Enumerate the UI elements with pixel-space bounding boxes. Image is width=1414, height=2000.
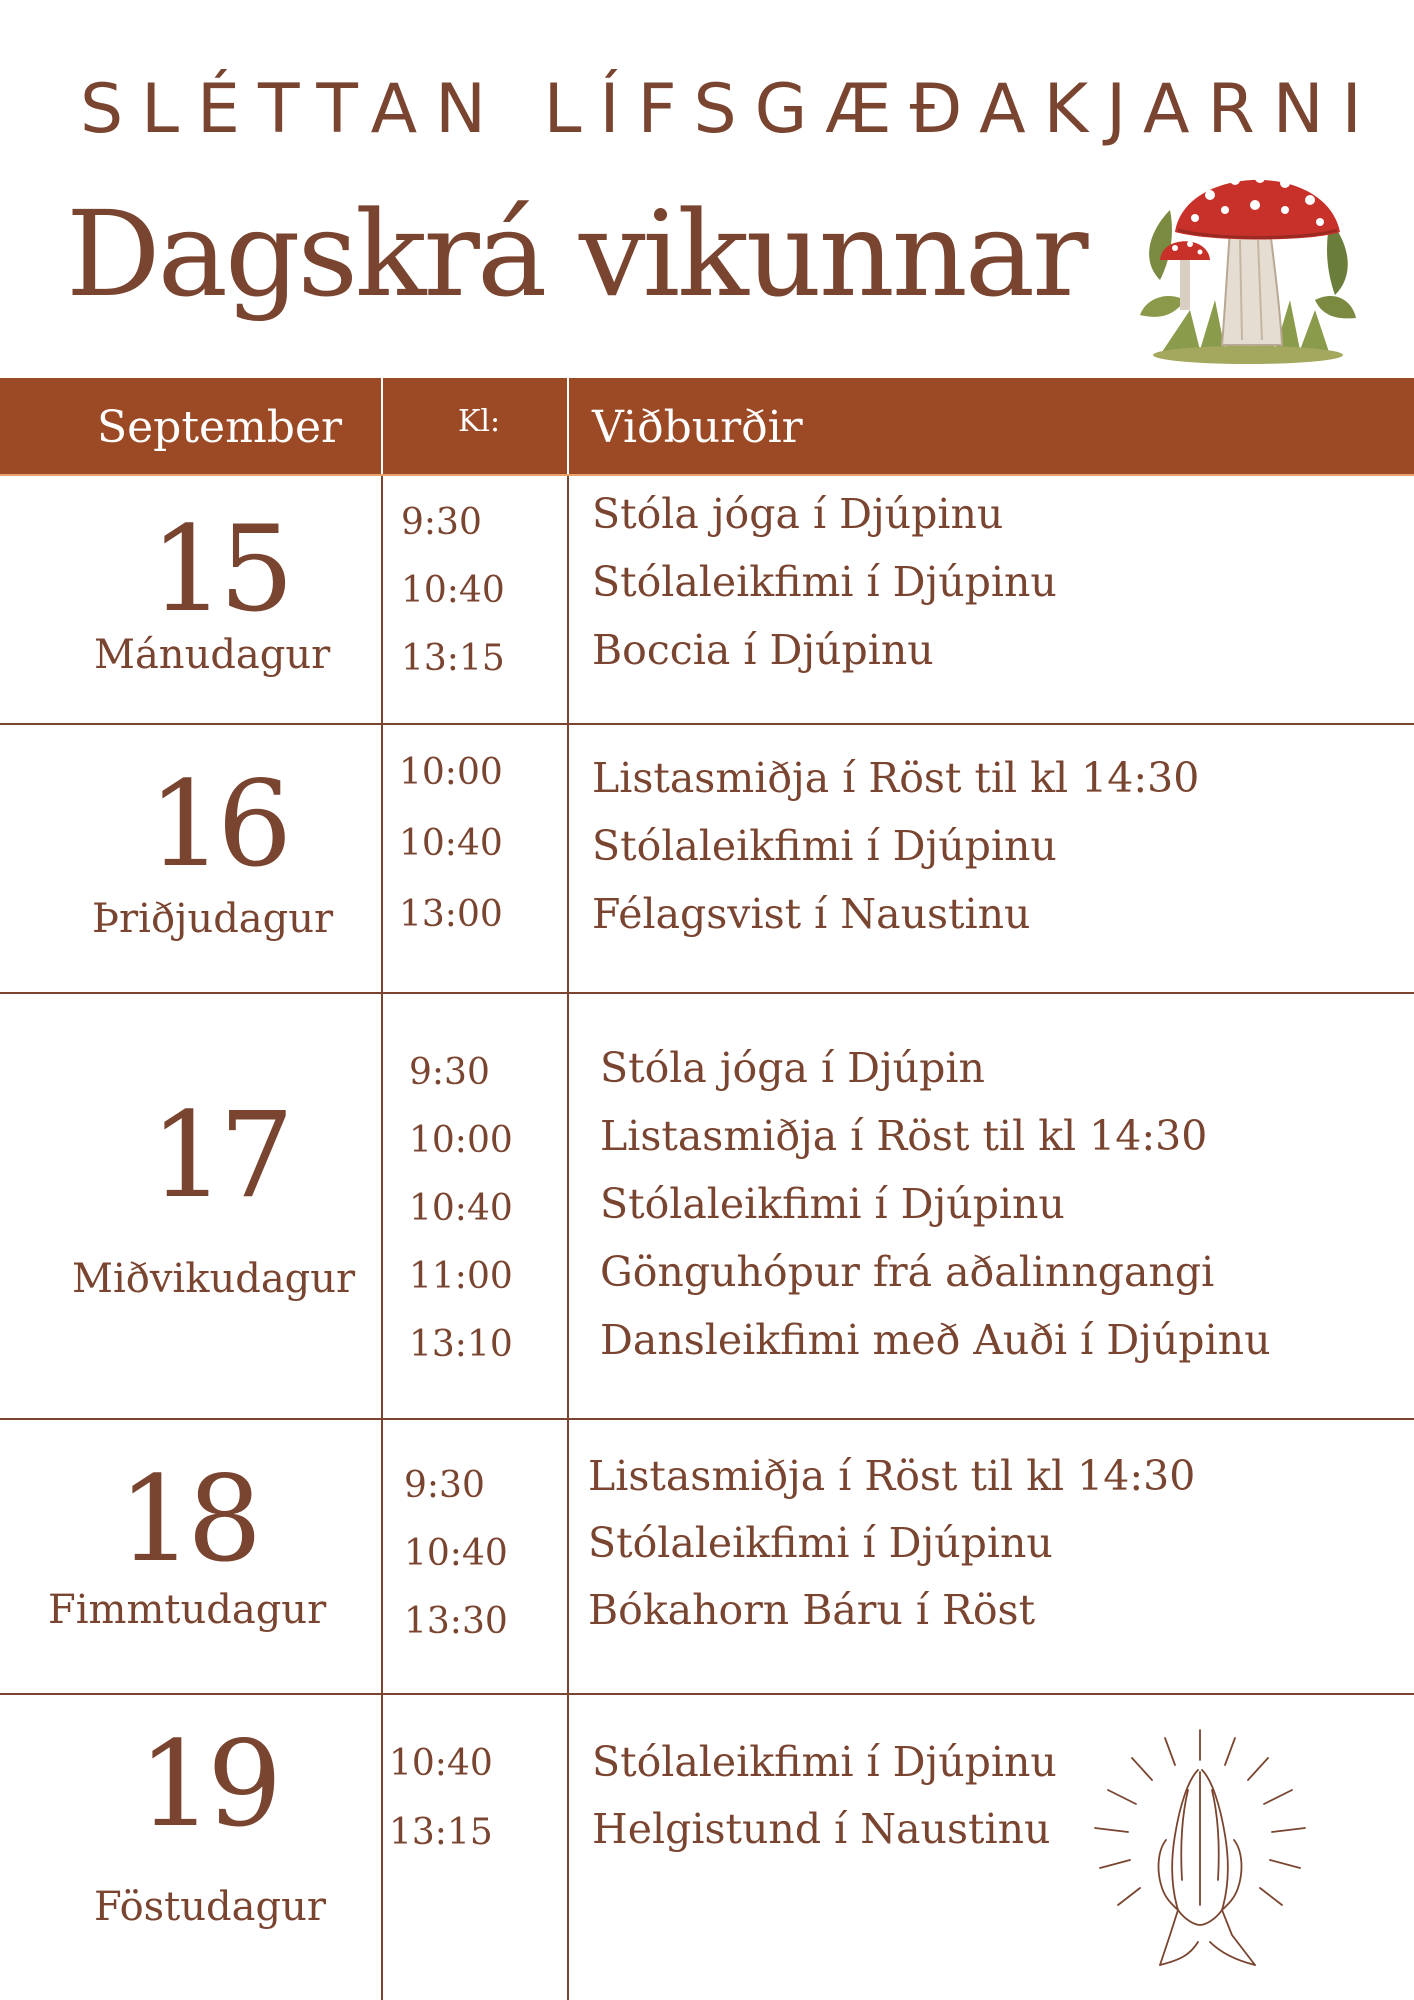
event-name: Stóla jóga í Djúpin xyxy=(600,1044,985,1092)
event-name: Dansleikfimi með Auði í Djúpinu xyxy=(600,1316,1271,1364)
event-name: Stólaleikfimi í Djúpinu xyxy=(592,558,1057,606)
column-header-time: Kl: xyxy=(458,404,501,439)
event-name: Listasmiðja í Röst til kl 14:30 xyxy=(588,1452,1196,1500)
event-time: 10:40 xyxy=(404,1533,508,1574)
day-date: 19 xyxy=(138,1715,277,1853)
event-name: Stólaleikfimi í Djúpinu xyxy=(592,822,1057,870)
day-weekday: Fimmtudagur xyxy=(48,1587,327,1633)
row-divider-1 xyxy=(0,723,1414,725)
column-header-month: September xyxy=(97,402,343,453)
day-date: 17 xyxy=(150,1086,289,1224)
event-name: Stóla jóga í Djúpinu xyxy=(592,490,1004,538)
event-time: 13:10 xyxy=(409,1324,513,1365)
day-weekday: Þriðjudagur xyxy=(92,896,334,942)
event-time: 11:00 xyxy=(409,1256,513,1297)
event-name: Boccia í Djúpinu xyxy=(592,626,934,674)
event-time: 9:30 xyxy=(401,502,482,543)
column-divider-events xyxy=(567,476,569,2000)
event-name: Listasmiðja í Röst til kl 14:30 xyxy=(592,754,1200,802)
page-title: Dagskrá vikunnar xyxy=(66,185,1086,323)
column-divider-time xyxy=(381,476,383,2000)
row-divider-4 xyxy=(0,1693,1414,1695)
day-date: 15 xyxy=(150,500,289,638)
event-time: 10:40 xyxy=(399,823,503,864)
day-weekday: Miðvikudagur xyxy=(72,1256,356,1302)
event-time: 10:40 xyxy=(409,1188,513,1229)
event-name: Stólaleikfimi í Djúpinu xyxy=(600,1180,1065,1228)
event-name: Helgistund í Naustinu xyxy=(592,1805,1051,1853)
event-time: 13:15 xyxy=(389,1812,493,1853)
header-divider-1 xyxy=(381,378,383,474)
event-time: 10:00 xyxy=(409,1120,513,1161)
event-time: 9:30 xyxy=(404,1465,485,1506)
event-name: Gönguhópur frá aðalinngangi xyxy=(600,1248,1215,1296)
header-divider-2 xyxy=(567,378,569,474)
row-divider-2 xyxy=(0,992,1414,994)
organization-name: SLÉTTAN LÍFSGÆÐAKJARNI xyxy=(80,70,1380,149)
day-date: 18 xyxy=(118,1450,257,1588)
event-name: Stólaleikfimi í Djúpinu xyxy=(588,1519,1053,1567)
praying-hands-icon xyxy=(1070,1720,1330,1980)
event-name: Félagsvist í Naustinu xyxy=(592,890,1031,938)
event-time: 13:30 xyxy=(404,1601,508,1642)
day-weekday: Föstudagur xyxy=(94,1884,326,1930)
column-header-events: Viðburðir xyxy=(592,402,803,453)
event-time: 13:00 xyxy=(399,894,503,935)
row-divider-3 xyxy=(0,1418,1414,1420)
event-name: Bókahorn Báru í Röst xyxy=(588,1586,1036,1634)
day-date: 16 xyxy=(148,755,287,893)
event-time: 13:15 xyxy=(401,638,505,679)
event-time: 10:40 xyxy=(389,1743,493,1784)
event-name: Stólaleikfimi í Djúpinu xyxy=(592,1738,1057,1786)
day-weekday: Mánudagur xyxy=(94,632,331,678)
event-time: 9:30 xyxy=(409,1052,490,1093)
event-time: 10:40 xyxy=(401,570,505,611)
mushroom-illustration xyxy=(1130,150,1360,365)
event-time: 10:00 xyxy=(399,752,503,793)
event-name: Listasmiðja í Röst til kl 14:30 xyxy=(600,1112,1208,1160)
